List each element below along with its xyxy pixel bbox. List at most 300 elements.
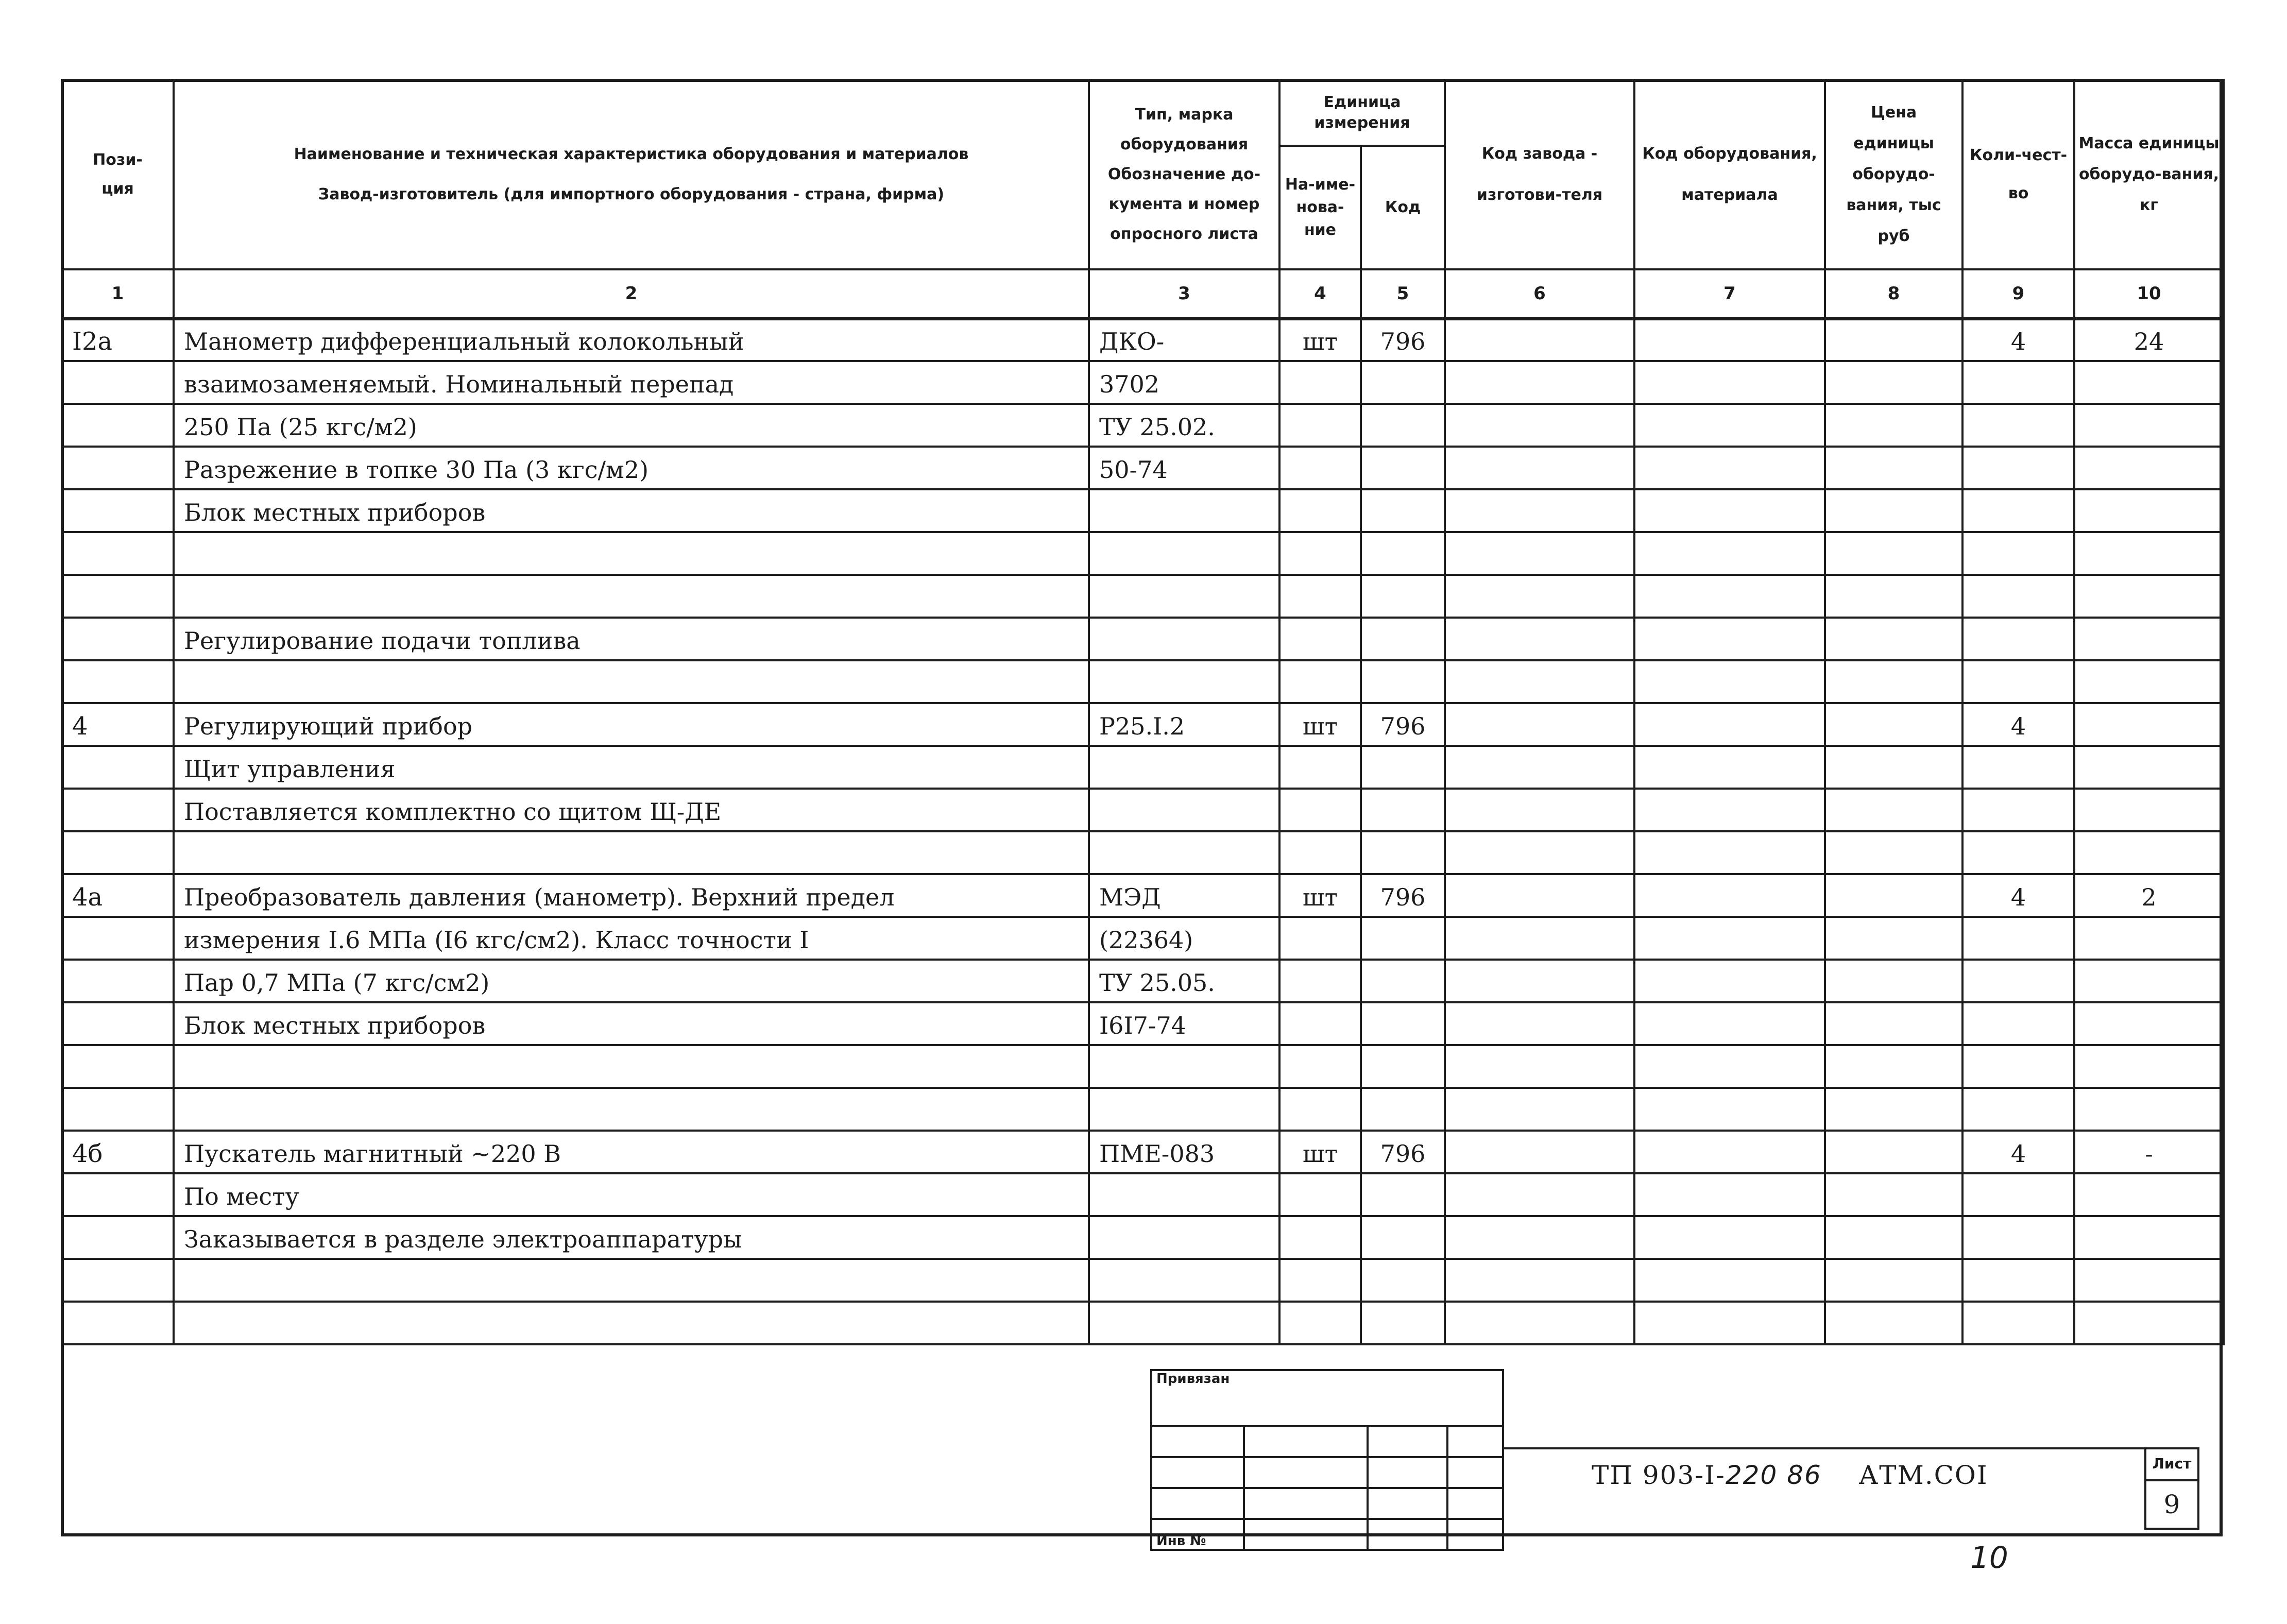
header-unit-name: На-име-нова-ние [1279, 146, 1361, 269]
cell-position [62, 917, 174, 960]
cell-factory-code [1445, 874, 1634, 917]
cell-name: взаимозаменяемый. Номинальный перепад [174, 361, 1089, 404]
cell-unit-code [1361, 1216, 1445, 1259]
approval-stamp [1150, 1369, 1504, 1551]
cell-type [1089, 746, 1279, 789]
cell-name: измерения I.6 МПа (I6 кгс/см2). Класс точности I [174, 917, 1089, 960]
cell-mass [2074, 789, 2224, 831]
cell-mass [2074, 1002, 2224, 1045]
cell-quantity [1962, 489, 2074, 532]
page-mark: 10 [1970, 1540, 2008, 1575]
cell-unit-name [1279, 532, 1361, 575]
cell-unit-code [1361, 917, 1445, 960]
table-row [62, 447, 2224, 489]
cell-type: ПМЕ-083 [1089, 1131, 1279, 1173]
column-number: 4 [1279, 269, 1361, 318]
cell-factory-code [1445, 1302, 1634, 1344]
cell-position [62, 1173, 174, 1216]
cell-type: ДКО- [1089, 318, 1279, 361]
cell-price [1825, 789, 1962, 831]
cell-equipment-code [1634, 618, 1825, 660]
sheet-number: 9 [2163, 1490, 2180, 1519]
cell-mass [2074, 532, 2224, 575]
cell-name: Пар 0,7 МПа (7 кгс/см2) [174, 960, 1089, 1002]
cell-factory-code [1445, 789, 1634, 831]
cell-mass: - [2074, 1131, 2224, 1173]
cell-factory-code [1445, 1088, 1634, 1131]
stamp-cell [1447, 1488, 1503, 1519]
cell-factory-code [1445, 1131, 1634, 1173]
cell-name: Блок местных приборов [174, 489, 1089, 532]
header-name [174, 80, 1089, 269]
cell-unit-code [1361, 575, 1445, 618]
cell-equipment-code [1634, 660, 1825, 703]
table-row [62, 532, 2224, 575]
cell-mass [2074, 660, 2224, 703]
stamp-cell [1151, 1457, 1244, 1488]
cell-mass [2074, 489, 2224, 532]
cell-factory-code [1445, 318, 1634, 361]
cell-name: 250 Па (25 кгс/м2) [174, 404, 1089, 447]
cell-price [1825, 746, 1962, 789]
cell-position [62, 789, 174, 831]
cell-position [62, 1002, 174, 1045]
header-position: Пози- ция [62, 80, 174, 269]
cell-unit-name [1279, 1088, 1361, 1131]
cell-type: 3702 [1089, 361, 1279, 404]
cell-unit-name [1279, 1259, 1361, 1302]
cell-price [1825, 1045, 1962, 1088]
header-unit-code: Код [1361, 146, 1445, 269]
header-mass: Масса единицы оборудо-вания, кг [2074, 80, 2224, 269]
cell-position [62, 618, 174, 660]
cell-unit-code [1361, 1302, 1445, 1344]
cell-price [1825, 318, 1962, 361]
cell-equipment-code [1634, 1088, 1825, 1131]
document-code-prefix: ТП 903-I- [1592, 1460, 1726, 1490]
column-number: 2 [174, 269, 1089, 318]
table-row [62, 318, 2224, 361]
cell-price [1825, 361, 1962, 404]
cell-unit-name [1279, 917, 1361, 960]
cell-position [62, 746, 174, 789]
cell-quantity [1962, 917, 2074, 960]
cell-price [1825, 1002, 1962, 1045]
cell-equipment-code [1634, 447, 1825, 489]
cell-unit-name [1279, 960, 1361, 1002]
cell-price [1825, 1302, 1962, 1344]
cell-type [1089, 1302, 1279, 1344]
table-row [62, 1131, 2224, 1173]
stamp-cell [1244, 1488, 1368, 1519]
column-number: 6 [1445, 269, 1634, 318]
cell-name [174, 1302, 1089, 1344]
header-price: Цена единицы оборудо-вания, тыс руб [1825, 80, 1962, 269]
cell-price [1825, 1131, 1962, 1173]
cell-quantity [1962, 746, 2074, 789]
cell-price [1825, 1088, 1962, 1131]
cell-factory-code [1445, 660, 1634, 703]
cell-unit-name [1279, 447, 1361, 489]
cell-quantity [1962, 447, 2074, 489]
cell-type: 50-74 [1089, 447, 1279, 489]
cell-unit-code [1361, 489, 1445, 532]
specification-body [62, 318, 2224, 1344]
column-number: 5 [1361, 269, 1445, 318]
cell-unit-name [1279, 618, 1361, 660]
cell-mass [2074, 447, 2224, 489]
table-row [62, 404, 2224, 447]
cell-name: Блок местных приборов [174, 1002, 1089, 1045]
cell-type [1089, 1259, 1279, 1302]
cell-name [174, 575, 1089, 618]
table-row [62, 917, 2224, 960]
table-row [62, 575, 2224, 618]
cell-unit-name [1279, 1002, 1361, 1045]
cell-name [174, 532, 1089, 575]
table-row [62, 361, 2224, 404]
cell-unit-name [1279, 489, 1361, 532]
cell-equipment-code [1634, 575, 1825, 618]
sheet-label: Лист [2146, 1449, 2197, 1481]
cell-position [62, 575, 174, 618]
stamp-cell [1151, 1426, 1244, 1457]
cell-unit-name: шт [1279, 318, 1361, 361]
cell-price [1825, 960, 1962, 1002]
cell-quantity [1962, 1302, 2074, 1344]
cell-equipment-code [1634, 1259, 1825, 1302]
column-number: 7 [1634, 269, 1825, 318]
cell-factory-code [1445, 1045, 1634, 1088]
stamp-cell [1447, 1457, 1503, 1488]
cell-unit-name [1279, 831, 1361, 874]
cell-name [174, 1045, 1089, 1088]
header-name-line2: Завод-изготовитель (для импортного оборудования - страна, фирма) [318, 185, 945, 203]
cell-price [1825, 831, 1962, 874]
cell-unit-code: 796 [1361, 874, 1445, 917]
cell-price [1825, 660, 1962, 703]
cell-type [1089, 575, 1279, 618]
cell-equipment-code [1634, 532, 1825, 575]
header-unit-group: Единица измерения [1279, 80, 1445, 146]
table-row [62, 489, 2224, 532]
cell-price [1825, 618, 1962, 660]
cell-unit-name [1279, 1045, 1361, 1088]
cell-price [1825, 447, 1962, 489]
cell-equipment-code [1634, 917, 1825, 960]
cell-position [62, 831, 174, 874]
cell-position [62, 960, 174, 1002]
cell-name [174, 660, 1089, 703]
sheet-box [2144, 1447, 2199, 1530]
cell-mass [2074, 1216, 2224, 1259]
cell-quantity [1962, 1259, 2074, 1302]
cell-equipment-code [1634, 404, 1825, 447]
cell-position [62, 532, 174, 575]
cell-factory-code [1445, 1002, 1634, 1045]
cell-quantity [1962, 361, 2074, 404]
document-code [1592, 1460, 1988, 1490]
cell-unit-code [1361, 1002, 1445, 1045]
cell-unit-name: шт [1279, 1131, 1361, 1173]
cell-position [62, 489, 174, 532]
table-row [62, 618, 2224, 660]
cell-unit-name [1279, 1173, 1361, 1216]
cell-factory-code [1445, 917, 1634, 960]
cell-type: ТУ 25.02. [1089, 404, 1279, 447]
cell-quantity [1962, 1045, 2074, 1088]
cell-type [1089, 1088, 1279, 1131]
cell-mass [2074, 575, 2224, 618]
cell-unit-code [1361, 447, 1445, 489]
cell-equipment-code [1634, 789, 1825, 831]
cell-equipment-code [1634, 361, 1825, 404]
column-number-row [62, 269, 2224, 318]
cell-quantity [1962, 618, 2074, 660]
cell-equipment-code [1634, 1131, 1825, 1173]
cell-unit-code [1361, 1259, 1445, 1302]
cell-type: МЭД [1089, 874, 1279, 917]
cell-quantity [1962, 1088, 2074, 1131]
cell-quantity [1962, 575, 2074, 618]
cell-quantity: 4 [1962, 874, 2074, 917]
column-number: 9 [1962, 269, 2074, 318]
cell-equipment-code [1634, 831, 1825, 874]
specification-table [61, 79, 2225, 1345]
cell-mass [2074, 960, 2224, 1002]
stamp-cell [1447, 1519, 1503, 1550]
cell-price [1825, 917, 1962, 960]
cell-position [62, 1088, 174, 1131]
cell-unit-name [1279, 1216, 1361, 1259]
cell-unit-code [1361, 789, 1445, 831]
stamp-cell [1368, 1426, 1447, 1457]
cell-mass [2074, 1302, 2224, 1344]
cell-position [62, 1259, 174, 1302]
stamp-cell [1244, 1519, 1368, 1550]
cell-mass [2074, 1173, 2224, 1216]
table-row [62, 874, 2224, 917]
cell-mass [2074, 361, 2224, 404]
stamp-cell [1244, 1457, 1368, 1488]
table-row [62, 960, 2224, 1002]
cell-unit-code [1361, 746, 1445, 789]
cell-unit-code [1361, 618, 1445, 660]
cell-name: Поставляется комплектно со щитом Щ-ДЕ [174, 789, 1089, 831]
cell-position [62, 447, 174, 489]
cell-type [1089, 831, 1279, 874]
cell-unit-code [1361, 361, 1445, 404]
cell-unit-name [1279, 404, 1361, 447]
cell-unit-name [1279, 746, 1361, 789]
header-equipment-code: Код оборудования, материала [1634, 80, 1825, 269]
header-quantity: Коли-чест-во [1962, 80, 2074, 269]
header-name-line1: Наименование и техническая характеристика оборудования и материалов [294, 145, 969, 163]
title-block-divider [1502, 1447, 2144, 1449]
table-row [62, 1002, 2224, 1045]
cell-equipment-code [1634, 489, 1825, 532]
cell-name: Манометр дифференциальный колокольный [174, 318, 1089, 361]
cell-equipment-code [1634, 960, 1825, 1002]
cell-unit-code [1361, 1045, 1445, 1088]
cell-factory-code [1445, 831, 1634, 874]
stamp-cell [1244, 1426, 1368, 1457]
cell-quantity [1962, 789, 2074, 831]
column-number: 8 [1825, 269, 1962, 318]
cell-type [1089, 1045, 1279, 1088]
cell-name [174, 1259, 1089, 1302]
cell-equipment-code [1634, 874, 1825, 917]
cell-name: Пускатель магнитный ~220 В [174, 1131, 1089, 1173]
cell-type [1089, 789, 1279, 831]
cell-position: 4б [62, 1131, 174, 1173]
cell-quantity [1962, 960, 2074, 1002]
cell-position [62, 1302, 174, 1344]
table-row [62, 1173, 2224, 1216]
cell-position [62, 1216, 174, 1259]
table-row [62, 1088, 2224, 1131]
stamp-cell [1151, 1488, 1244, 1519]
cell-unit-code [1361, 1088, 1445, 1131]
cell-type [1089, 1173, 1279, 1216]
cell-price [1825, 1173, 1962, 1216]
cell-unit-name: шт [1279, 874, 1361, 917]
cell-quantity [1962, 831, 2074, 874]
cell-type [1089, 618, 1279, 660]
cell-unit-code: 796 [1361, 1131, 1445, 1173]
cell-unit-code: 796 [1361, 703, 1445, 746]
cell-name: Разрежение в топке 30 Па (3 кгс/м2) [174, 447, 1089, 489]
table-row [62, 831, 2224, 874]
cell-type: (22364) [1089, 917, 1279, 960]
table-row [62, 660, 2224, 703]
cell-factory-code [1445, 575, 1634, 618]
cell-type [1089, 532, 1279, 575]
cell-unit-code [1361, 404, 1445, 447]
cell-mass [2074, 703, 2224, 746]
cell-name: Щит управления [174, 746, 1089, 789]
cell-factory-code [1445, 746, 1634, 789]
header-factory-code: Код завода - изготови-теля [1445, 80, 1634, 269]
cell-unit-name [1279, 575, 1361, 618]
header-type: Тип, марка оборудования Обозначение до-кумента и номер опросного листа [1089, 80, 1279, 269]
cell-price [1825, 489, 1962, 532]
cell-mass [2074, 1259, 2224, 1302]
cell-type: I6I7-74 [1089, 1002, 1279, 1045]
cell-position [62, 404, 174, 447]
stamp-inv-label: Инв № [1151, 1519, 1244, 1550]
stamp-cell [1368, 1457, 1447, 1488]
stamp-cell [1368, 1488, 1447, 1519]
table-row [62, 789, 2224, 831]
cell-type [1089, 660, 1279, 703]
cell-name: Регулирование подачи топлива [174, 618, 1089, 660]
cell-unit-name [1279, 361, 1361, 404]
cell-price [1825, 404, 1962, 447]
cell-mass [2074, 1088, 2224, 1131]
cell-unit-code: 796 [1361, 318, 1445, 361]
cell-mass: 24 [2074, 318, 2224, 361]
cell-name: Преобразователь давления (манометр). Верхний предел [174, 874, 1089, 917]
cell-factory-code [1445, 447, 1634, 489]
cell-unit-code [1361, 960, 1445, 1002]
cell-factory-code [1445, 618, 1634, 660]
cell-quantity [1962, 1173, 2074, 1216]
document-code-handwritten: 220 86 [1725, 1460, 1822, 1490]
cell-quantity [1962, 660, 2074, 703]
cell-factory-code [1445, 1216, 1634, 1259]
cell-factory-code [1445, 361, 1634, 404]
cell-name [174, 831, 1089, 874]
cell-equipment-code [1634, 746, 1825, 789]
cell-name: По месту [174, 1173, 1089, 1216]
cell-unit-code [1361, 1173, 1445, 1216]
cell-position [62, 1045, 174, 1088]
cell-mass [2074, 1045, 2224, 1088]
cell-position: 4а [62, 874, 174, 917]
cell-price [1825, 703, 1962, 746]
cell-factory-code [1445, 404, 1634, 447]
cell-quantity: 4 [1962, 1131, 2074, 1173]
table-row [62, 746, 2224, 789]
table-row [62, 1302, 2224, 1344]
cell-unit-code [1361, 660, 1445, 703]
cell-type [1089, 1216, 1279, 1259]
cell-price [1825, 1216, 1962, 1259]
cell-name: Регулирующий прибор [174, 703, 1089, 746]
cell-equipment-code [1634, 1216, 1825, 1259]
cell-unit-code [1361, 831, 1445, 874]
cell-position: 4 [62, 703, 174, 746]
column-number: 3 [1089, 269, 1279, 318]
cell-equipment-code [1634, 1045, 1825, 1088]
cell-quantity [1962, 1002, 2074, 1045]
cell-mass [2074, 746, 2224, 789]
cell-quantity: 4 [1962, 318, 2074, 361]
cell-price [1825, 532, 1962, 575]
cell-quantity: 4 [1962, 703, 2074, 746]
cell-factory-code [1445, 532, 1634, 575]
cell-mass [2074, 404, 2224, 447]
cell-price [1825, 575, 1962, 618]
cell-unit-code [1361, 532, 1445, 575]
cell-type [1089, 489, 1279, 532]
cell-unit-name [1279, 789, 1361, 831]
table-row [62, 1045, 2224, 1088]
cell-equipment-code [1634, 1302, 1825, 1344]
stamp-cell [1368, 1519, 1447, 1550]
cell-mass [2074, 917, 2224, 960]
cell-factory-code [1445, 960, 1634, 1002]
cell-mass [2074, 831, 2224, 874]
stamp-cell [1447, 1426, 1503, 1457]
cell-price [1825, 874, 1962, 917]
cell-quantity [1962, 404, 2074, 447]
cell-equipment-code [1634, 1002, 1825, 1045]
cell-equipment-code [1634, 703, 1825, 746]
cell-quantity [1962, 1216, 2074, 1259]
cell-type: Р25.I.2 [1089, 703, 1279, 746]
table-row [62, 1216, 2224, 1259]
cell-mass [2074, 618, 2224, 660]
cell-unit-name: шт [1279, 703, 1361, 746]
table-row [62, 703, 2224, 746]
cell-equipment-code [1634, 318, 1825, 361]
cell-position [62, 361, 174, 404]
document-code-suffix: АТМ.СОI [1858, 1460, 1988, 1490]
cell-equipment-code [1634, 1173, 1825, 1216]
cell-factory-code [1445, 1173, 1634, 1216]
